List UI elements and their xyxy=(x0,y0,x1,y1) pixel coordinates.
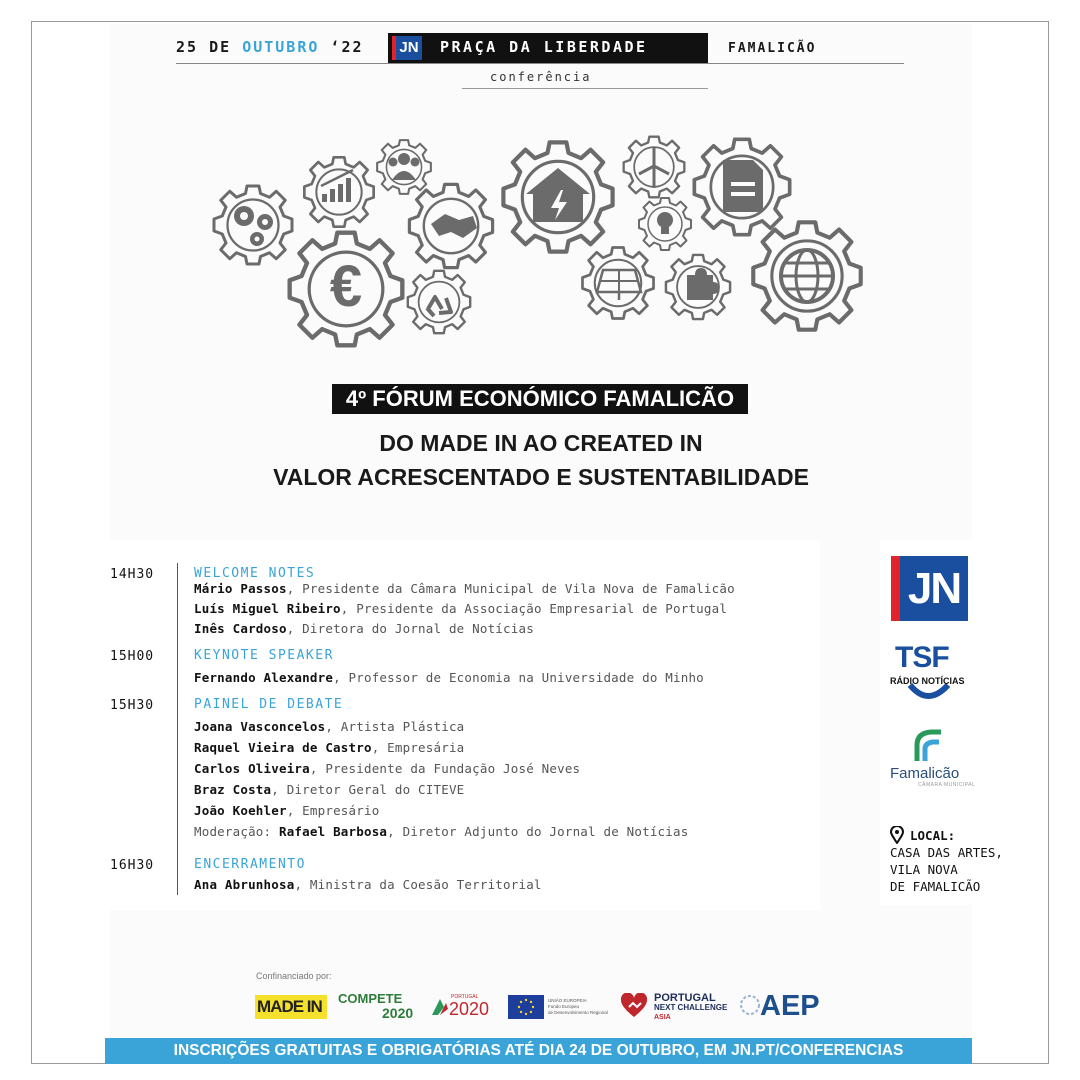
location-pin-icon xyxy=(890,826,904,844)
puzzle-icon xyxy=(666,255,730,319)
aep-logo-mark xyxy=(738,993,762,1017)
speaker-name: Braz Costa xyxy=(194,782,272,797)
speaker-name: Fernando Alexandre xyxy=(194,670,334,685)
pnc-line-3: ASIA xyxy=(654,1014,671,1021)
compete-logo xyxy=(338,992,413,1020)
speaker-role: , Presidente da Associação Empresarial de Portugal xyxy=(340,601,728,616)
speaker-line xyxy=(194,601,727,616)
header-subtitle: conferência xyxy=(490,70,592,84)
euro-icon xyxy=(290,233,403,346)
lightbulb-icon xyxy=(639,198,691,250)
time-slot-4: 16H30 xyxy=(110,858,155,873)
speaker-role: , Empresário xyxy=(286,803,380,818)
speaker-role: , Presidente da Câmara Municipal de Vila Nova de Famalicão xyxy=(286,581,735,596)
famalicao-logo-mark xyxy=(913,727,943,763)
date-day: 25 DE xyxy=(176,38,243,56)
jn-logo xyxy=(891,556,968,621)
time-slot-2: 15H00 xyxy=(110,649,155,664)
speaker-line xyxy=(194,621,534,636)
portugal2020-label: PORTUGAL xyxy=(451,994,479,1000)
speaker-role: , Diretor Geral do CITEVE xyxy=(271,782,465,797)
speaker-line xyxy=(194,782,464,797)
header-date xyxy=(176,38,364,56)
speaker-line xyxy=(194,581,735,596)
speaker-name: Joana Vasconcelos xyxy=(194,719,326,734)
speaker-role: , Ministra da Coesão Territorial xyxy=(294,877,542,892)
speaker-line xyxy=(194,670,704,685)
eu-label-1: UNIÃO EUROPEIA xyxy=(548,998,587,1003)
header-title: PRAÇA DA LIBERDADE xyxy=(440,38,648,56)
speaker-name: Rafael Barbosa xyxy=(278,824,388,839)
speaker-role: , Empresária xyxy=(371,740,465,755)
eu-label-3: de Desenvolvimento Regional xyxy=(548,1010,608,1015)
header-city: FAMALICÃO xyxy=(728,41,817,56)
time-slot-1: 14H30 xyxy=(110,567,155,582)
speaker-role: , Diretora do Jornal de Notícias xyxy=(286,621,534,636)
date-month: OUTUBRO xyxy=(242,38,320,56)
eu-flag-icon xyxy=(508,995,544,1019)
section-painel-de-debate: PAINEL DE DEBATE xyxy=(194,697,344,712)
speaker-name: Mário Passos xyxy=(194,581,287,596)
house-energy-icon xyxy=(503,142,612,251)
speaker-name: Raquel Vieira de Castro xyxy=(194,740,372,755)
location-line-1: CASA DAS ARTES, xyxy=(890,845,1003,860)
time-slot-3: 15H30 xyxy=(110,698,155,713)
speaker-line xyxy=(194,761,580,776)
speaker-name: Ana Abrunhosa xyxy=(194,877,295,892)
speaker-name: Carlos Oliveira xyxy=(194,761,310,776)
heart-icon xyxy=(620,993,648,1019)
document-icon xyxy=(694,139,789,234)
people-icon xyxy=(377,140,431,194)
jn-logo-text: JN xyxy=(900,556,968,621)
pnc-line-1: PORTUGAL xyxy=(654,992,716,1004)
pnc-line-2: NEXT CHALLENGE xyxy=(654,1003,728,1012)
registration-text: INSCRIÇÕES GRATUITAS E OBRIGATÓRIAS ATÉ DIA 24 DE OUTUBRO, EM JN.PT/CONFERENCIAS xyxy=(173,1042,904,1059)
header-jn-logo xyxy=(392,36,422,60)
svg-text:€: € xyxy=(329,254,363,319)
tsf-logo: TSF xyxy=(895,641,949,674)
aep-logo: AEP xyxy=(760,990,820,1022)
solar-panel-icon xyxy=(582,247,653,318)
location-line-2: VILA NOVA xyxy=(890,862,958,877)
header-divider xyxy=(176,63,904,64)
header-subtitle-divider xyxy=(462,88,708,89)
compete-year: 2020 xyxy=(382,1005,414,1021)
cofinanced-label: Confinanciado por: xyxy=(256,971,332,981)
gears-illustration xyxy=(205,132,875,354)
section-encerramento: ENCERRAMENTO xyxy=(194,857,306,872)
speaker-name: João Koehler xyxy=(194,803,287,818)
speaker-role: , Diretor Adjunto do Jornal de Notícias xyxy=(387,824,689,839)
moderator-line xyxy=(194,824,688,839)
program-timeline-line xyxy=(177,563,178,895)
globe-icon xyxy=(753,222,860,329)
location-line-3: DE FAMALICÃO xyxy=(890,879,981,894)
handshake-icon xyxy=(409,184,492,267)
section-welcome-notes: WELCOME NOTES xyxy=(194,566,316,581)
moderator-label: Moderação: xyxy=(194,824,279,839)
compete-text: COMPETE xyxy=(338,991,403,1006)
speaker-role: , Presidente da Fundação José Neves xyxy=(309,761,581,776)
event-subtitle-2: VALOR ACRESCENTADO E SUSTENTABILIDADE xyxy=(273,464,809,490)
made-in-logo xyxy=(255,995,327,1019)
famalicao-logo: Famalicão xyxy=(890,765,960,782)
wind-turbine-icon xyxy=(624,137,685,198)
speaker-line xyxy=(194,719,464,734)
forum-title: 4º FÓRUM ECONÓMICO FAMALICÃO xyxy=(332,384,748,414)
made-in-text: MADE IN xyxy=(257,997,322,1016)
tsf-subtitle: RÁDIO NOTÍCIAS xyxy=(890,676,965,686)
speaker-role: , Artista Plástica xyxy=(325,719,465,734)
speaker-line xyxy=(194,740,464,755)
header-jn-text: JN xyxy=(396,36,422,60)
eu-fund-label xyxy=(548,998,618,1016)
speaker-line xyxy=(194,877,542,892)
famalicao-subtitle: CÂMARA MUNICIPAL xyxy=(918,782,976,788)
location-label: LOCAL: xyxy=(910,828,956,843)
eu-label-2: Fundo Europeu xyxy=(548,1004,580,1009)
section-keynote-speaker: KEYNOTE SPEAKER xyxy=(194,648,334,663)
registration-banner xyxy=(105,1038,972,1064)
speaker-line xyxy=(194,803,379,818)
speaker-name: Inês Cardoso xyxy=(194,621,287,636)
date-year: ‘22 xyxy=(319,38,364,56)
recycle-icon xyxy=(408,271,470,333)
portugal-next-challenge-logo xyxy=(654,993,727,1023)
portugal2020-logo: 2020 xyxy=(449,999,490,1019)
event-subtitle-1: DO MADE IN AO CREATED IN xyxy=(379,430,703,456)
speaker-name: Luís Miguel Ribeiro xyxy=(194,601,341,616)
chart-icon xyxy=(304,157,373,226)
cogs-icon xyxy=(214,186,292,264)
speaker-role: , Professor de Economia na Universidade do Minho xyxy=(333,670,704,685)
